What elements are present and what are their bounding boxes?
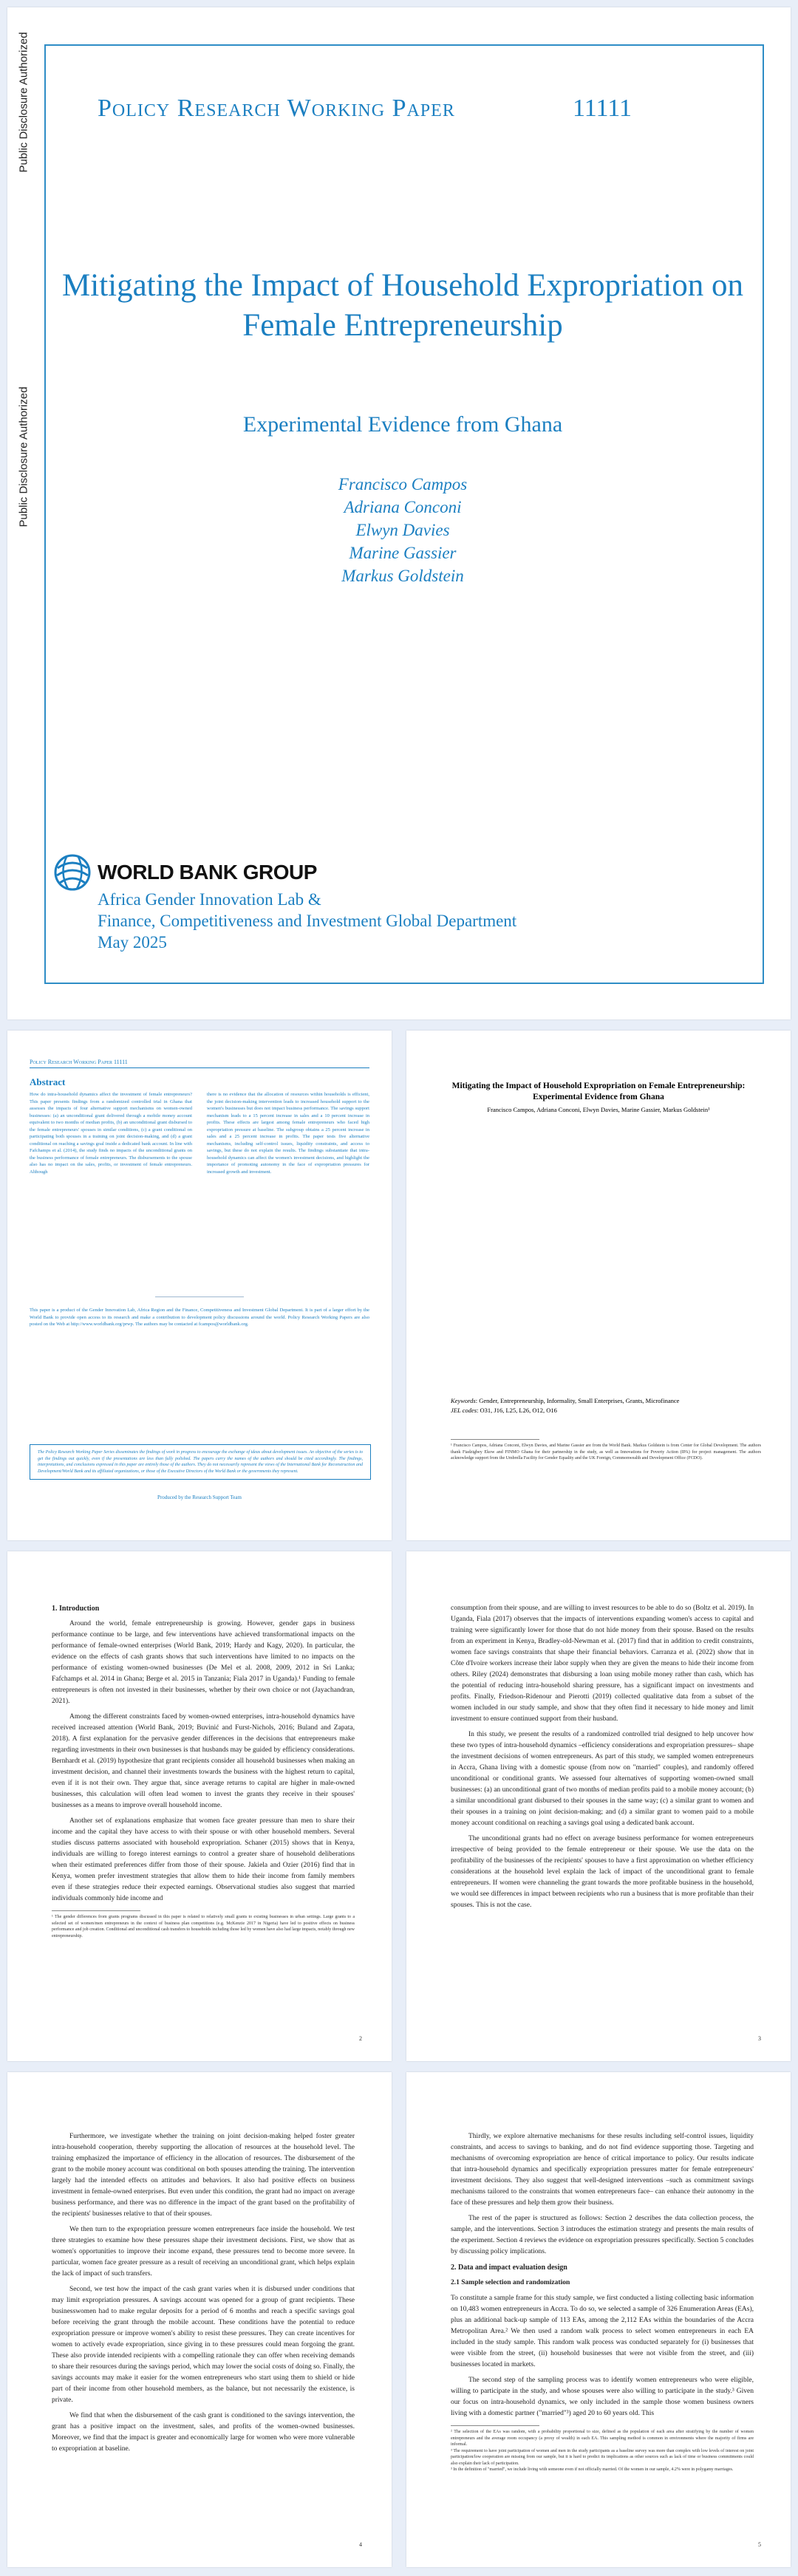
inner-authors: Francisco Campos, Adriana Conconi, Elwyn Davies, Marine Gassier, Markus Goldstein¹ [487, 1106, 710, 1113]
author-name: Adriana Conconi [344, 498, 462, 516]
page-5 [406, 2072, 791, 2567]
keywords-block: Keywords: Gender, Entrepreneurship, Informality, Small Enterprises, Grants, Microfinance JEL codes: O31, J16, L25, L26, O12, O16 [451, 1397, 680, 1414]
paragraph: Furthermore, we investigate whether the training on joint decision-making helped foster greater intra-household cooperation, thereby supporting the allocation of resources at the household level. The training emphasized the importance of efficiency in the allocation of resources. The disbursement of the grant to the mobile money account was conditional on both spouses attending the training. The intervention largely had the intended effects on attitudes and behaviors. It also had positive effects on business investment in female-owned enterprises. But even under this condition, the grant had no impact on average business performance, and there was no difference in the impact of the grant based on the profitability of the recipients' businesses relative to that of their spouses. [52, 2133, 355, 2218]
paragraph: To constitute a sample frame for this study sample, we first conducted a listing collecting basic information on 10,483 women entrepreneurs in Accra. To do so, we selected a sample of 326 Enumeration Areas (EAs), plus an additional back-up sample of 113 EAs, among the 2,112 EAs within the boundaries of the Accra Metropolitan Area.² We then used a random walk process to select women entrepreneurs in each EA included in the study sample. This random walk process was conducted separately for (i) businesses that were visible from the street, (ii) household businesses that were not visible from the street, and (iii) businesses located in markets. [451, 2295, 754, 2368]
produced-by: Produced by the Research Support Team [157, 1494, 242, 1500]
org-name: WORLD BANK GROUP [98, 861, 317, 884]
jel-label: JEL codes [451, 1407, 477, 1414]
footnote-text: ³ In the definition of "married", we include living with someone even if not officially married. Of the women in our sample, 4.2% were in polygamy marriages. [451, 2467, 734, 2472]
paragraph: Another set of explanations emphasize that women face greater pressure than men to share their income and the capital they have access to with their spouse or with other household members. Several studies discuss patterns associated with household expropriation. Schaner (2015) shows that in Kenya, individuals are willing to forego interest earnings to control a greater share of household deliberations when their estimated preferences differ from those of their spouse. Jakiela and Ozier (2016) find that in Kenya, women prefer investment strategies that allow them to hide their income from family members even if these strategies reduce their expected earnings. Observational studies also suggest that married individuals commonly hide income and [52, 1817, 355, 1902]
paper-subtitle: Experimental Evidence from Ghana [242, 412, 563, 437]
abstract-page [7, 1031, 392, 1540]
footnote-text: ² The selection of the EAs was random, with a probability proportional to size, defined as the population of each area after stratifying by the number of women entrepreneurs and the average room occupancy (a proxy of wealth) in each EA. This sampling method is common in environments where the majority of firms are informal. [451, 2430, 754, 2447]
page-number: 3 [758, 2035, 761, 2042]
department-line: Africa Gender Innovation Lab & [98, 890, 321, 909]
series-title: Policy Research Working Paper [98, 95, 455, 122]
subsection-heading: 2.1 Sample selection and randomization [451, 2279, 570, 2286]
page-number: 4 [359, 2541, 362, 2548]
page-3-body [451, 1603, 754, 1916]
paragraph: Second, we test how the impact of the cash grant varies when it is disbursed under conditions that may limit expropriation pressures. A savings account was opened for a group of grant recipients. These businesswomen had to make regular deposits for a period of 6 months and reach a specific savings goal before receiving the grant through the mobile account. These conditions have the potential to reduce expropriation pressure or improve women's ability to resist these pressures. They can create incentives for women to actively evade expropriation, since giving in to these pressures could mean forgoing the grant. These also provide intended recipients with a compelling rationale they can offer when receiving demands to share their resources during the savings period, which may lower the social costs of doing so. Finally, the savings accounts may make it easier for the women entrepreneurs who start using them to shield or hide part of their income from other household members, as the balance, but not necessarily the existence, is private. [52, 2286, 355, 2404]
paragraph: The second step of the sampling process was to identify women entrepreneurs who were eligible, willing to participate in the study, and whose spouses were also willing to participate in the study.³ Given our focus on intra-household dynamics, we only included in the sample those women business owners living with a domestic partner ("married"³) aged 20 to 60 years old. This [451, 2377, 754, 2417]
author-name: Francisco Campos [338, 475, 468, 493]
paragraph: The unconditional grants had no effect on average business performance for women entrepreneurs irrespective of being provided to the female entrepreneur or their spouse. We use the data on the profitability of the businesses of the recipients' spouses to have a first approximation on whether efficiency considerations at the household level explain the lack of impact of the unconditional grant to female entrepreneurs. If women were channeling the grant towards the more profitable business in the household, we would see differences in impact between recipients who run a business that is more profitable than their spouses. This is not the case. [451, 1835, 754, 1909]
page-number: 2 [359, 2035, 362, 2042]
paragraph: In this study, we present the results of a randomized controlled trial designed to help uncover how these two types of intra-household dynamics –efficiency considerations and expropriation pressures– shape the investment decisions of women entrepreneurs. As part of this study, we sampled women entrepreneurs in Accra, Ghana living with a domestic spouse (from now on "married" couples), and randomly offered unconditional or conditional grants. We assessed four alternatives of supporting women-owned small businesses: (a) an unconditional grant of two months of median profits paid to a mobile money account; (b) a similar unconditional grant disbursed to their spouses in the same way; (c) a similar grant to women and their spouses in a training on joint decision-making; and (d) a similar grant to women paid to a mobile money account conditional on reaching a savings goal using a dedicated bank account. [451, 1731, 754, 1827]
author-name: Markus Goldstein [341, 567, 464, 585]
inner-title: Mitigating the Impact of Household Expropriation on Female Entrepreneurship: Experimental Evidence from Ghana [451, 1082, 746, 1101]
page-2 [7, 1551, 392, 2061]
paragraph: The rest of the paper is structured as follows: Section 2 describes the data collection process, the sample, and the interventions. Section 3 introduces the estimation strategy and presents the main results of the experiment. Section 4 reviews the evidence on expropriation pressures specifically. Section 5 concludes by discussing policy implications. [451, 2215, 754, 2255]
paper-title: Mitigating the Impact of Household Expropriation on Female Entrepreneurship [62, 268, 743, 343]
title-footnote [451, 1433, 761, 1462]
page-2-body [52, 1603, 355, 1939]
world-bank-logo [53, 853, 317, 892]
paper-number: 11111 [573, 95, 632, 122]
page-3 [406, 1551, 791, 2061]
department-block [98, 889, 516, 953]
cover-page [7, 7, 791, 1019]
paragraph: Among the different constraints faced by women-owned enterprises, intra-household dynamics have received increased attention (World Bank, 2019; Buvinić and Furst-Nichols, 2016; Buland and Zapata, 2018). A first explanation for the pervasive gender differences in the decisions that entrepreneurs make regarding investments in their own businesses is that husbands may be guided by efficiency considerations. Bernhardt et al. (2019) hypothesize that grant recipients consider all household businesses when making an investment decision, and channel their investments towards the business with the highest return to capital, even if it is not their own. They argue that, since average returns to capital are higher in male-owned businesses, this calculation will often lead women to invest the grants they receive in their spouses' businesses as a means to improve overall household income. [52, 1713, 355, 1809]
publication-date: May 2025 [98, 933, 167, 952]
paragraph: Thirdly, we explore alternative mechanisms for these results including self-control issues, liquidity constraints, and access to savings to banking, and do not find evidence supporting those. Targeting and mechanisms of overcoming expropriation are hence of critical importance to policy. Our results indicate that intra-household dynamics and specifically expropriation pressures matter for female entrepreneurs' investment decisions. They also suggest that well-designed interventions –such as commitment savings mechanisms tailored to the constraints that women entrepreneurs face– can enhance their autonomy in the face of these pressures and help them grow their business. [451, 2133, 754, 2207]
globe-icon [53, 853, 92, 892]
disclosure-label-top: Public Disclosure Authorized [17, 32, 30, 173]
jel-value: O31, J16, L25, L26, O12, O16 [480, 1407, 557, 1414]
author-name: Elwyn Davies [355, 521, 450, 539]
running-header: Policy Research Working Paper 11111 [30, 1059, 369, 1068]
footnote-text: ¹ The gender differences from grants programs discussed in this paper is related to relatively small grants to existing businesses in urban settings. Large grants to a selected set of women/men entrepreneurs in the context of business plan competitions (e.g. McKenzie 2017 in Nigeria) have led to positive effects on business performance and job creation. Conditional and unconditional cash transfers to households including those led by women have also had large impacts, notably through new entrepreneurship. [52, 1915, 355, 1938]
paragraph: Around the world, female entrepreneurship is growing. However, gender gaps in business performance continue to be large, and few interventions have achieved transformational impacts on the performance of female-owned enterprises (World Bank, 2019; Hardy and Kagy, 2020). In particular, the evidence on the effects of cash grants shows that such interventions have limited to no impacts on the performance of existing women-owned businesses (De Mel et al. 2008, 2009, 2012 in Sri Lanka; Fafchamps et al. 2014 in Ghana; Berge et al. 2015 in Tanzania; Fiala 2017 in Uganda).¹ Funding to female entrepreneurs is often not invested in their businesses, whether by their own choice or not (Jayachandran, 2021). [52, 1620, 355, 1705]
author-name: Marine Gassier [349, 544, 457, 562]
paragraph: We then turn to the expropriation pressure women entrepreneurs face inside the household. We test three strategies to examine how these pressures shape their investment decisions. First, we show that as women's opportunities to improve their income expand, these pressures tend to become more severe. In particular, women face greater pressure as a result of receiving an unconditional grant, which helps explain the lack of impact of such transfers. [52, 2226, 355, 2278]
page-number: 5 [758, 2541, 761, 2548]
abstract-heading: Abstract [30, 1076, 66, 1087]
footnote-text: ³ The requirement to have joint participation of women and men in the study participants as a baseline survey was more than complex with low levels of interest on joint participation/low cooperation are missing from our sample, but it is hard to predict its implications as other sources such as lack of time or business commitments could also explain their lack of participation. [451, 2448, 754, 2466]
page-4-body [52, 2131, 355, 2459]
keywords-label: Keywords [451, 1397, 476, 1404]
author-list [52, 473, 754, 587]
divider [155, 1296, 244, 1297]
paper-note: This paper is a product of the Gender Innovation Lab, Africa Region and the Finance, Competitiveness and Investment Global Department. It is part of a larger effort by the World Bank to provide open access to its research and make a contribution to development policy discussions around the world. Policy Research Working Papers are also posted on the Web at http://www.worldbank.org/prwp. The authors may be contacted at fcampos@worldbank.org. [30, 1308, 369, 1327]
disclosure-label-bottom: Public Disclosure Authorized [17, 386, 30, 527]
paragraph: consumption from their spouse, and are willing to invest resources to be able to do so (Boltz et al. 2019). In Uganda, Fiala (2017) observes that the impacts of interventions expanding women's access to capital and training were significantly lower for those that do not hide money from their spouse. Based on the results from an experiment in Kenya, Bradley-old-Newman et al. (2017) find that in addition to credit constraints, women face savings constraints that shape their financial behaviors. Carranza et al. (2022) show that in Côte d'Ivoire workers increase their labor supply when they are given the means to hide their income from others. Riley (2024) demonstrates that disbursing a loan using mobile money rather than cash, which has the potential of reducing intra-household sharing pressure, has a significant impact on investments and profits. Finally, Friedson-Ridenour and Pierotti (2019) collected qualitative data from a subset of the women included in our study sample, and show that they often find it necessary to hide money and limit investment to ensure continued support from their husband. [451, 1605, 754, 1723]
section-heading: 1. Introduction [52, 1605, 100, 1613]
keywords-value: Gender, Entrepreneurship, Informality, Small Enterprises, Grants, Microfinance [479, 1397, 680, 1404]
abstract-column-left: How do intra-household dynamics affect the investment of female entrepreneurs? This paper presents findings from a randomized controlled trial in Ghana that assesses the impacts of four alternative support mechanisms on women-owned businesses: (a) an unconditional grant delivered through a mobile money account equivalent to two months of median profits, (b) an unconditional grant disbursed to the female entrepreneurs' spouses in similar conditions, (c) a grant conditional on participating both spouses in a training on joint decision-making, and (d) a grant conditional on reaching a savings goal inside a dedicated bank account. In line with Fafchamps et al. (2014), the study finds no impacts of the unconditional grants on the business performance of female entrepreneurs. The disbursements to the spouse also has no impact on the sales, profits, or investment of female entrepreneurs. Although [30, 1092, 192, 1175]
footnote-text: ¹ Francisco Campos, Adriana Conconi, Elwyn Davies, and Marine Gassier are from the World Bank. Markus Goldstein is from Center for Global Development. The authors thank Fiadzigbey Ekow and FINMO Ghana for their partnership in the study, as well as Innovations for Poverty Action (IPA) for project management. The authors acknowledge support from the Umbrella Facility for Gender Equality and the UK Foreign, Commonwealth and Development Office (FCDO). [451, 1444, 761, 1460]
paragraph: We find that when the disbursement of the cash grant is conditioned to the savings intervention, the grant has a positive impact on the investment, sales, and profits of the women-owned businesses. Moreover, we find that the impact is greater and economically large for women who were more vulnerable to expropriation at baseline. [52, 2412, 355, 2453]
disclaimer-box: The Policy Research Working Paper Series disseminates the findings of work in progress to encourage the exchange of ideas about development issues. An objective of the series is to get the findings out quickly, even if the presentations are less than fully polished. The papers carry the names of the authors and should be cited accordingly. The findings, interpretations, and conclusions expressed in this paper are entirely those of the authors. They do not necessarily represent the views of the International Bank for Reconstruction and Development/World Bank and its affiliated organizations, or those of the Executive Directors of the World Bank or the governments they represent. [30, 1444, 371, 1480]
page-4 [7, 2072, 392, 2567]
title-page [406, 1031, 791, 1540]
section-heading: 2. Data and impact evaluation design [451, 2264, 567, 2272]
abstract-column-right: there is no evidence that the allocation of resources within households is efficient, the joint decision-making intervention leads to increased household support to the women's businesses but does not impact business performance. The savings support mechanism leads to a 15 percent increase in sales and a 10 percent increase in profits. These effects are largest among female entrepreneurs who faced high expropriation pressure at baseline. The subgroup obtains a 25 percent increase in sales and a 25 percent increase in profits. The paper tests five alternative mechanisms, including self-control issues, liquidity constraints, and access to savings, but these do not explain the results. The findings substantiate that intra-household dynamics can affect the women's investment decisions, and highlight the importance of promoting autonomy in the face of expropriation pressures for increased growth and investment. [207, 1092, 369, 1175]
page-5-body [451, 2131, 754, 2473]
department-line: Finance, Competitiveness and Investment Global Department [98, 912, 517, 930]
